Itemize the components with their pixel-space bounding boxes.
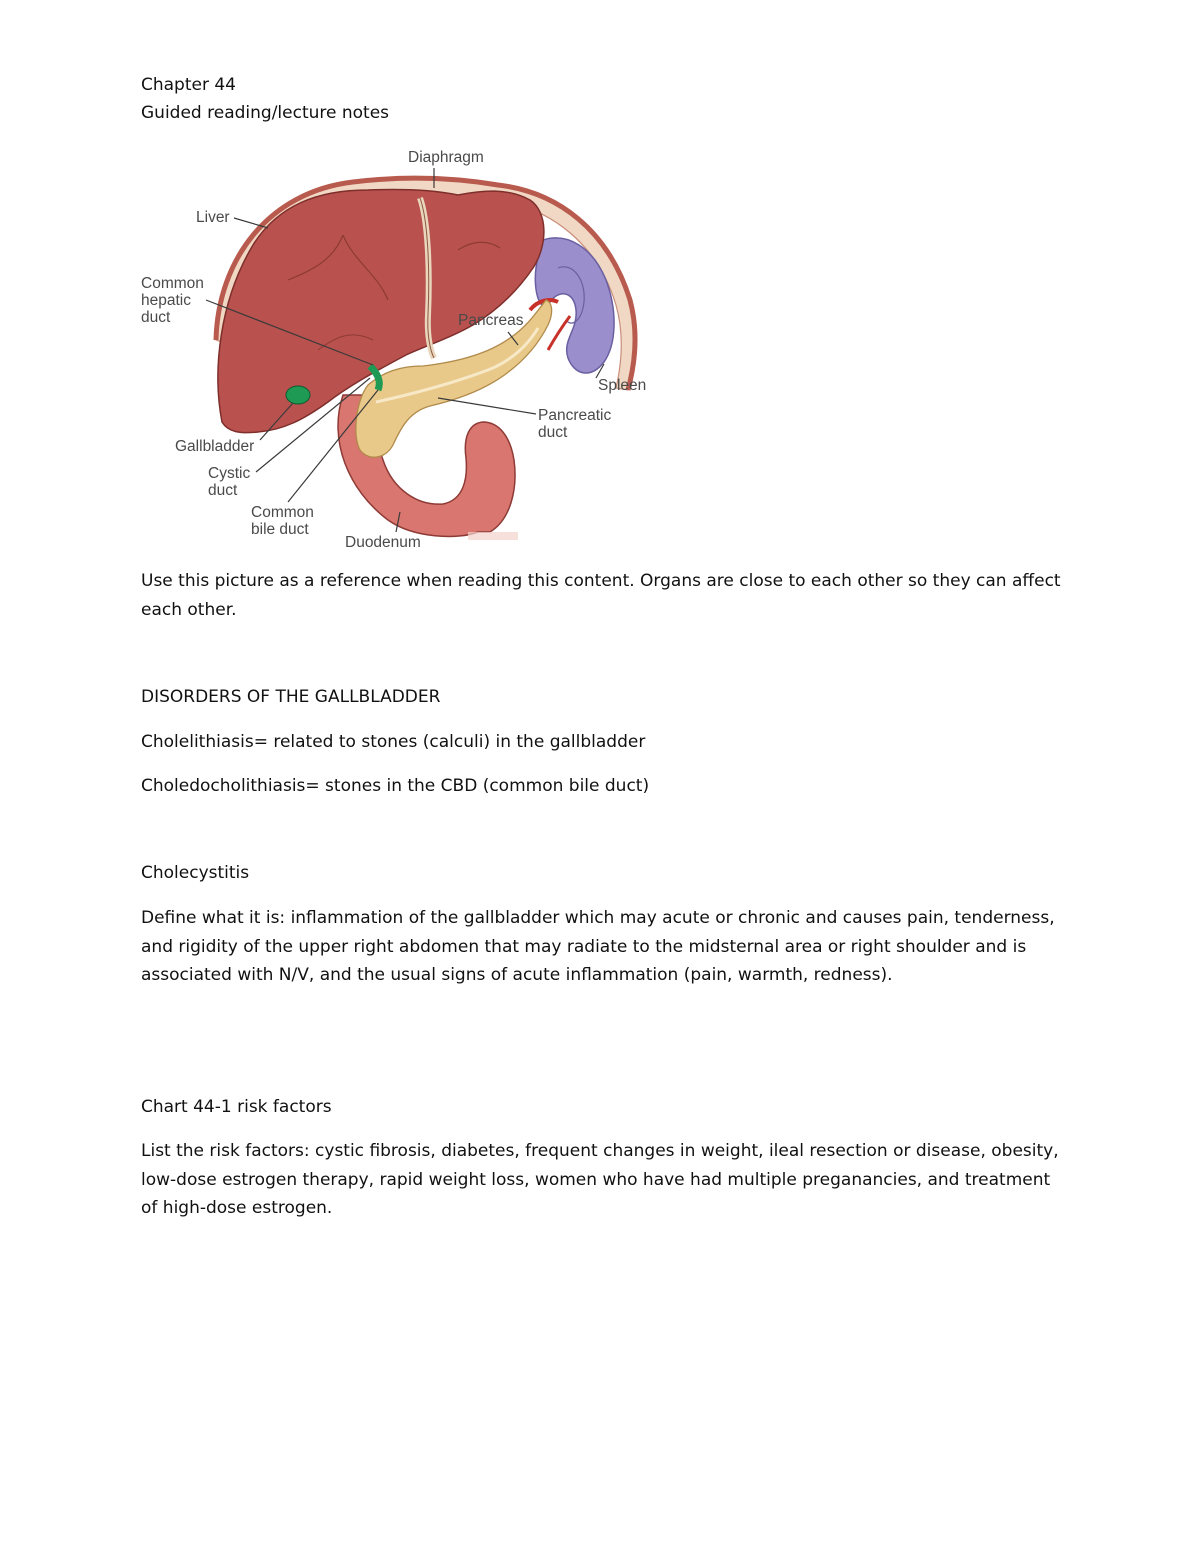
cholelithiasis-definition: Cholelithiasis= related to stones (calculi) in the gallbladder — [141, 732, 646, 752]
gallbladder-shape — [286, 386, 310, 404]
reference-note: Use this picture as a reference when reading this content. Organs are close to each other so they can affect each other. — [141, 571, 1061, 620]
choledocholithiasis-definition: Choledocholithiasis= stones in the CBD (common bile duct) — [141, 776, 650, 796]
label-common-hepatic-2: hepatic — [141, 292, 191, 309]
label-diaphragm: Diaphragm — [408, 149, 484, 166]
label-cystic-duct-2: duct — [208, 482, 238, 499]
chapter-title: Chapter 44 — [141, 75, 237, 95]
label-spleen: Spleen — [598, 377, 647, 394]
anatomy-illustration — [138, 140, 658, 560]
label-pancreatic-duct-2: duct — [538, 424, 568, 441]
label-cystic-duct-1: Cystic — [208, 465, 251, 482]
cholecystitis-definition: Define what it is: inflammation of the gallbladder which may acute or chronic and causes pain, tenderness, and rigidity of the upper right abdomen that may radiate to the midsternal area or right shoulder and is associated with N/V, and the usual signs of acute inflammation (pain, warmth, redness). — [141, 908, 1055, 986]
anatomy-figure — [138, 140, 658, 560]
label-common-hepatic-1: Common — [141, 275, 204, 292]
label-pancreatic-duct-1: Pancreatic — [538, 407, 612, 424]
label-gallbladder: Gallbladder — [175, 438, 255, 455]
leader-pancreatic-duct — [438, 398, 536, 414]
cholecystitis-heading: Cholecystitis — [141, 863, 250, 883]
label-common-bile-duct-2: bile duct — [251, 521, 309, 538]
risk-factors: List the risk factors: cystic fibrosis, diabetes, frequent changes in weight, ileal resection or disease, obesity, low-dose estrogen therapy, rapid weight loss, women who have had multiple preganancies, and treatment of high-dose estrogen. — [141, 1141, 1059, 1219]
section-heading: DISORDERS OF THE GALLBLADDER — [141, 687, 441, 707]
label-liver: Liver — [196, 209, 230, 226]
label-common-bile-duct-1: Common — [251, 504, 314, 521]
document-subtitle: Guided reading/lecture notes — [141, 103, 390, 123]
label-pancreas: Pancreas — [458, 312, 524, 329]
duodenum-fade — [468, 532, 518, 540]
label-common-hepatic-3: duct — [141, 309, 171, 326]
label-duodenum: Duodenum — [345, 534, 421, 551]
chart-heading: Chart 44-1 risk factors — [141, 1097, 332, 1117]
